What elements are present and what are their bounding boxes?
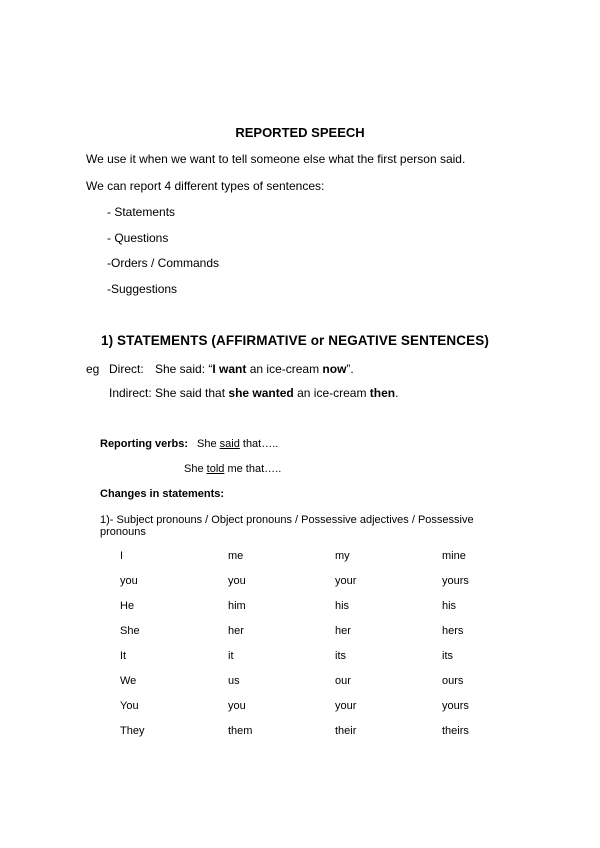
possessive-adjective-cell: his (335, 600, 350, 612)
object-pronoun-cell: you (228, 575, 246, 587)
possessive-pronoun-cell: ours (442, 675, 464, 687)
reporting-verb-said: She said that….. (197, 438, 279, 450)
possessive-adjective-cell: your (335, 700, 357, 712)
possessive-pronoun-cell: yours (442, 575, 469, 587)
possessive-adjective-cell: our (335, 675, 351, 687)
object-pronoun-cell: them (228, 725, 253, 737)
possessive-pronoun-cell: theirs (442, 725, 469, 737)
reporting-verb-told: She told me that….. (184, 463, 282, 475)
possessive-pronoun-cell: mine (442, 550, 466, 562)
page-title: REPORTED SPEECH (235, 125, 365, 140)
object-pronoun-cell: her (228, 625, 244, 637)
possessive-adjective-cell: your (335, 575, 357, 587)
subject-pronoun-cell: They (120, 725, 145, 737)
example-eg-label: eg (86, 362, 100, 376)
possessive-adjective-cell: their (335, 725, 357, 737)
section-heading-statements: 1) STATEMENTS (AFFIRMATIVE or NEGATIVE SENTENCES) (101, 333, 489, 348)
example-indirect-sentence: Indirect: She said that she wanted an ice-cream then. (109, 386, 399, 400)
subject-pronoun-cell: We (120, 675, 137, 687)
reporting-verbs-label: Reporting verbs: (100, 438, 189, 450)
object-pronoun-cell: me (228, 550, 244, 562)
subject-pronoun-cell: you (120, 575, 138, 587)
pronouns-heading-line-1: 1)- Subject pronouns / Object pronouns / Possessive adjectives / Possessive (100, 514, 474, 526)
possessive-adjective-cell: her (335, 625, 351, 637)
possessive-pronoun-cell: its (442, 650, 453, 662)
object-pronoun-cell: it (228, 650, 234, 662)
subject-pronoun-cell: You (120, 700, 139, 712)
subject-pronoun-cell: He (120, 600, 135, 612)
possessive-pronoun-cell: his (442, 600, 457, 612)
example-direct-label: Direct: (109, 362, 144, 376)
subject-pronoun-cell: She (120, 625, 140, 637)
possessive-pronoun-cell: yours (442, 700, 469, 712)
pronouns-heading-line-2: pronouns (100, 526, 146, 538)
example-direct-sentence: She said: “I want an ice-cream now”. (155, 362, 354, 376)
subject-pronoun-cell: I (120, 550, 124, 562)
type-questions: - Questions (107, 231, 169, 245)
possessive-pronoun-cell: hers (442, 625, 464, 637)
object-pronoun-cell: us (228, 675, 240, 687)
subject-pronoun-cell: It (120, 650, 127, 662)
object-pronoun-cell: him (228, 600, 246, 612)
possessive-adjective-cell: my (335, 550, 350, 562)
changes-heading: Changes in statements: (100, 488, 225, 500)
object-pronoun-cell: you (228, 700, 246, 712)
intro-line-1: We use it when we want to tell someone else what the first person said. (86, 152, 466, 166)
possessive-adjective-cell: its (335, 650, 346, 662)
type-suggestions: -Suggestions (107, 282, 178, 296)
intro-line-2: We can report 4 different types of sentences: (86, 179, 325, 193)
type-statements: - Statements (107, 205, 176, 219)
type-orders: -Orders / Commands (107, 256, 220, 270)
